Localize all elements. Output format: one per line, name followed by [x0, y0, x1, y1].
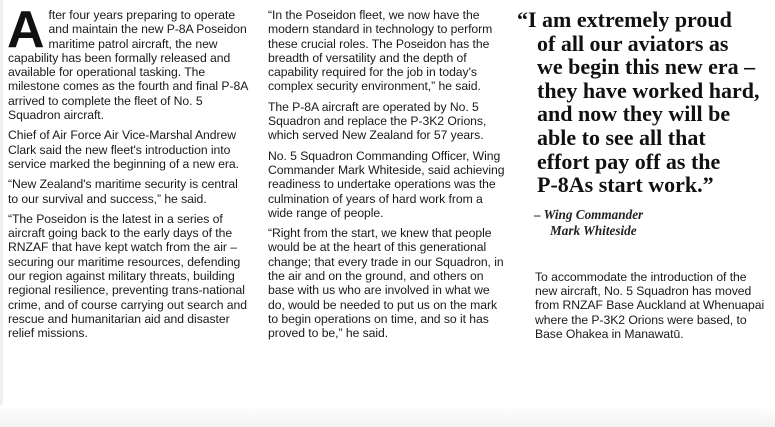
pull-quote-line: they have worked hard, [537, 77, 760, 103]
page-bottom-shadow [0, 405, 775, 427]
article-column-3 [517, 8, 769, 347]
article-column-2 [268, 8, 508, 347]
pull-quote-line: effort pay off as the [537, 148, 721, 174]
pull-quote-line: able to see all that [537, 124, 706, 150]
pull-quote-line: we begin this new era – [537, 54, 756, 80]
paragraph: “The Poseidon is the latest in a series of aircraft going back to the early days of the RNZAF that have kept watch from the air – securing our maritime resources, defending our region against military threats, building regional resilience, preventing trans-national crime, and of course carrying out search and rescue and humanitarian aid and disaster relief missions. [8, 211, 247, 341]
pull-quote [517, 8, 769, 197]
paragraph: “New Zealand's maritime security is central to our survival and success,” he said. [8, 177, 238, 206]
paragraph: No. 5 Squadron Commanding Officer, Wing Commander Mark Whiteside, said achieving readiness to undertake operations was the culmination of years of hard work from a wide range of people. [268, 148, 505, 220]
paragraph: “In the Poseidon fleet, we now have the modern standard in technology to perform these crucial roles. The Poseidon has the breadth of versatility and the depth of capability required for the job in today's complex security environment,” he said. [268, 8, 493, 94]
paragraph: Chief of Air Force Air Vice-Marshal Andrew Clark said the new fleet's introduction into service marked the beginning of a new era. [8, 128, 239, 171]
drop-cap: A [7, 1, 45, 59]
pull-quote-line: of all our aviators as [537, 30, 729, 56]
lead-paragraph [7, 1, 251, 123]
quote-attribution [517, 207, 769, 239]
attribution-name: Mark Whiteside [550, 222, 637, 238]
closing-paragraph: To accommodate the introduction of the new aircraft, No. 5 Squadron has moved from RNZAF Base Auckland at Whenuapai where the P-3K2 Orions were based, to Base Ohakea in Manawatū. [535, 269, 765, 341]
paragraph: The P-8A aircraft are operated by No. 5 Squadron and replace the P-3K2 Orions, which served New Zealand for 57 years. [268, 99, 487, 143]
lead-paragraph-text: fter four years preparing to operate and maintain the new P-8A Poseidon maritime patrol aircraft, the new capability has been formally released and available for operational tasking. The milestone comes as the fourth and final P-8A arrived to complete the fleet of No. 5 Squadron aircraft. [8, 8, 248, 123]
pull-quote-line: and now they will be [537, 101, 731, 127]
attribution-title: – Wing Commander [534, 206, 644, 222]
pull-quote-line: P-8As start work.” [537, 172, 714, 198]
article-column-1 [7, 1, 251, 347]
paragraph: “Right from the start, we knew that people would be at the heart of this generational change; that every trade in our Squadron, in the air and on the ground, and others on base with us who are involved in what we do, would be needed to put us on the mark to begin operations on time, and so it has proved to be,” he said. [268, 226, 504, 341]
pull-quote-line: “I am extremely proud [517, 7, 732, 32]
page-edge [0, 0, 3, 427]
